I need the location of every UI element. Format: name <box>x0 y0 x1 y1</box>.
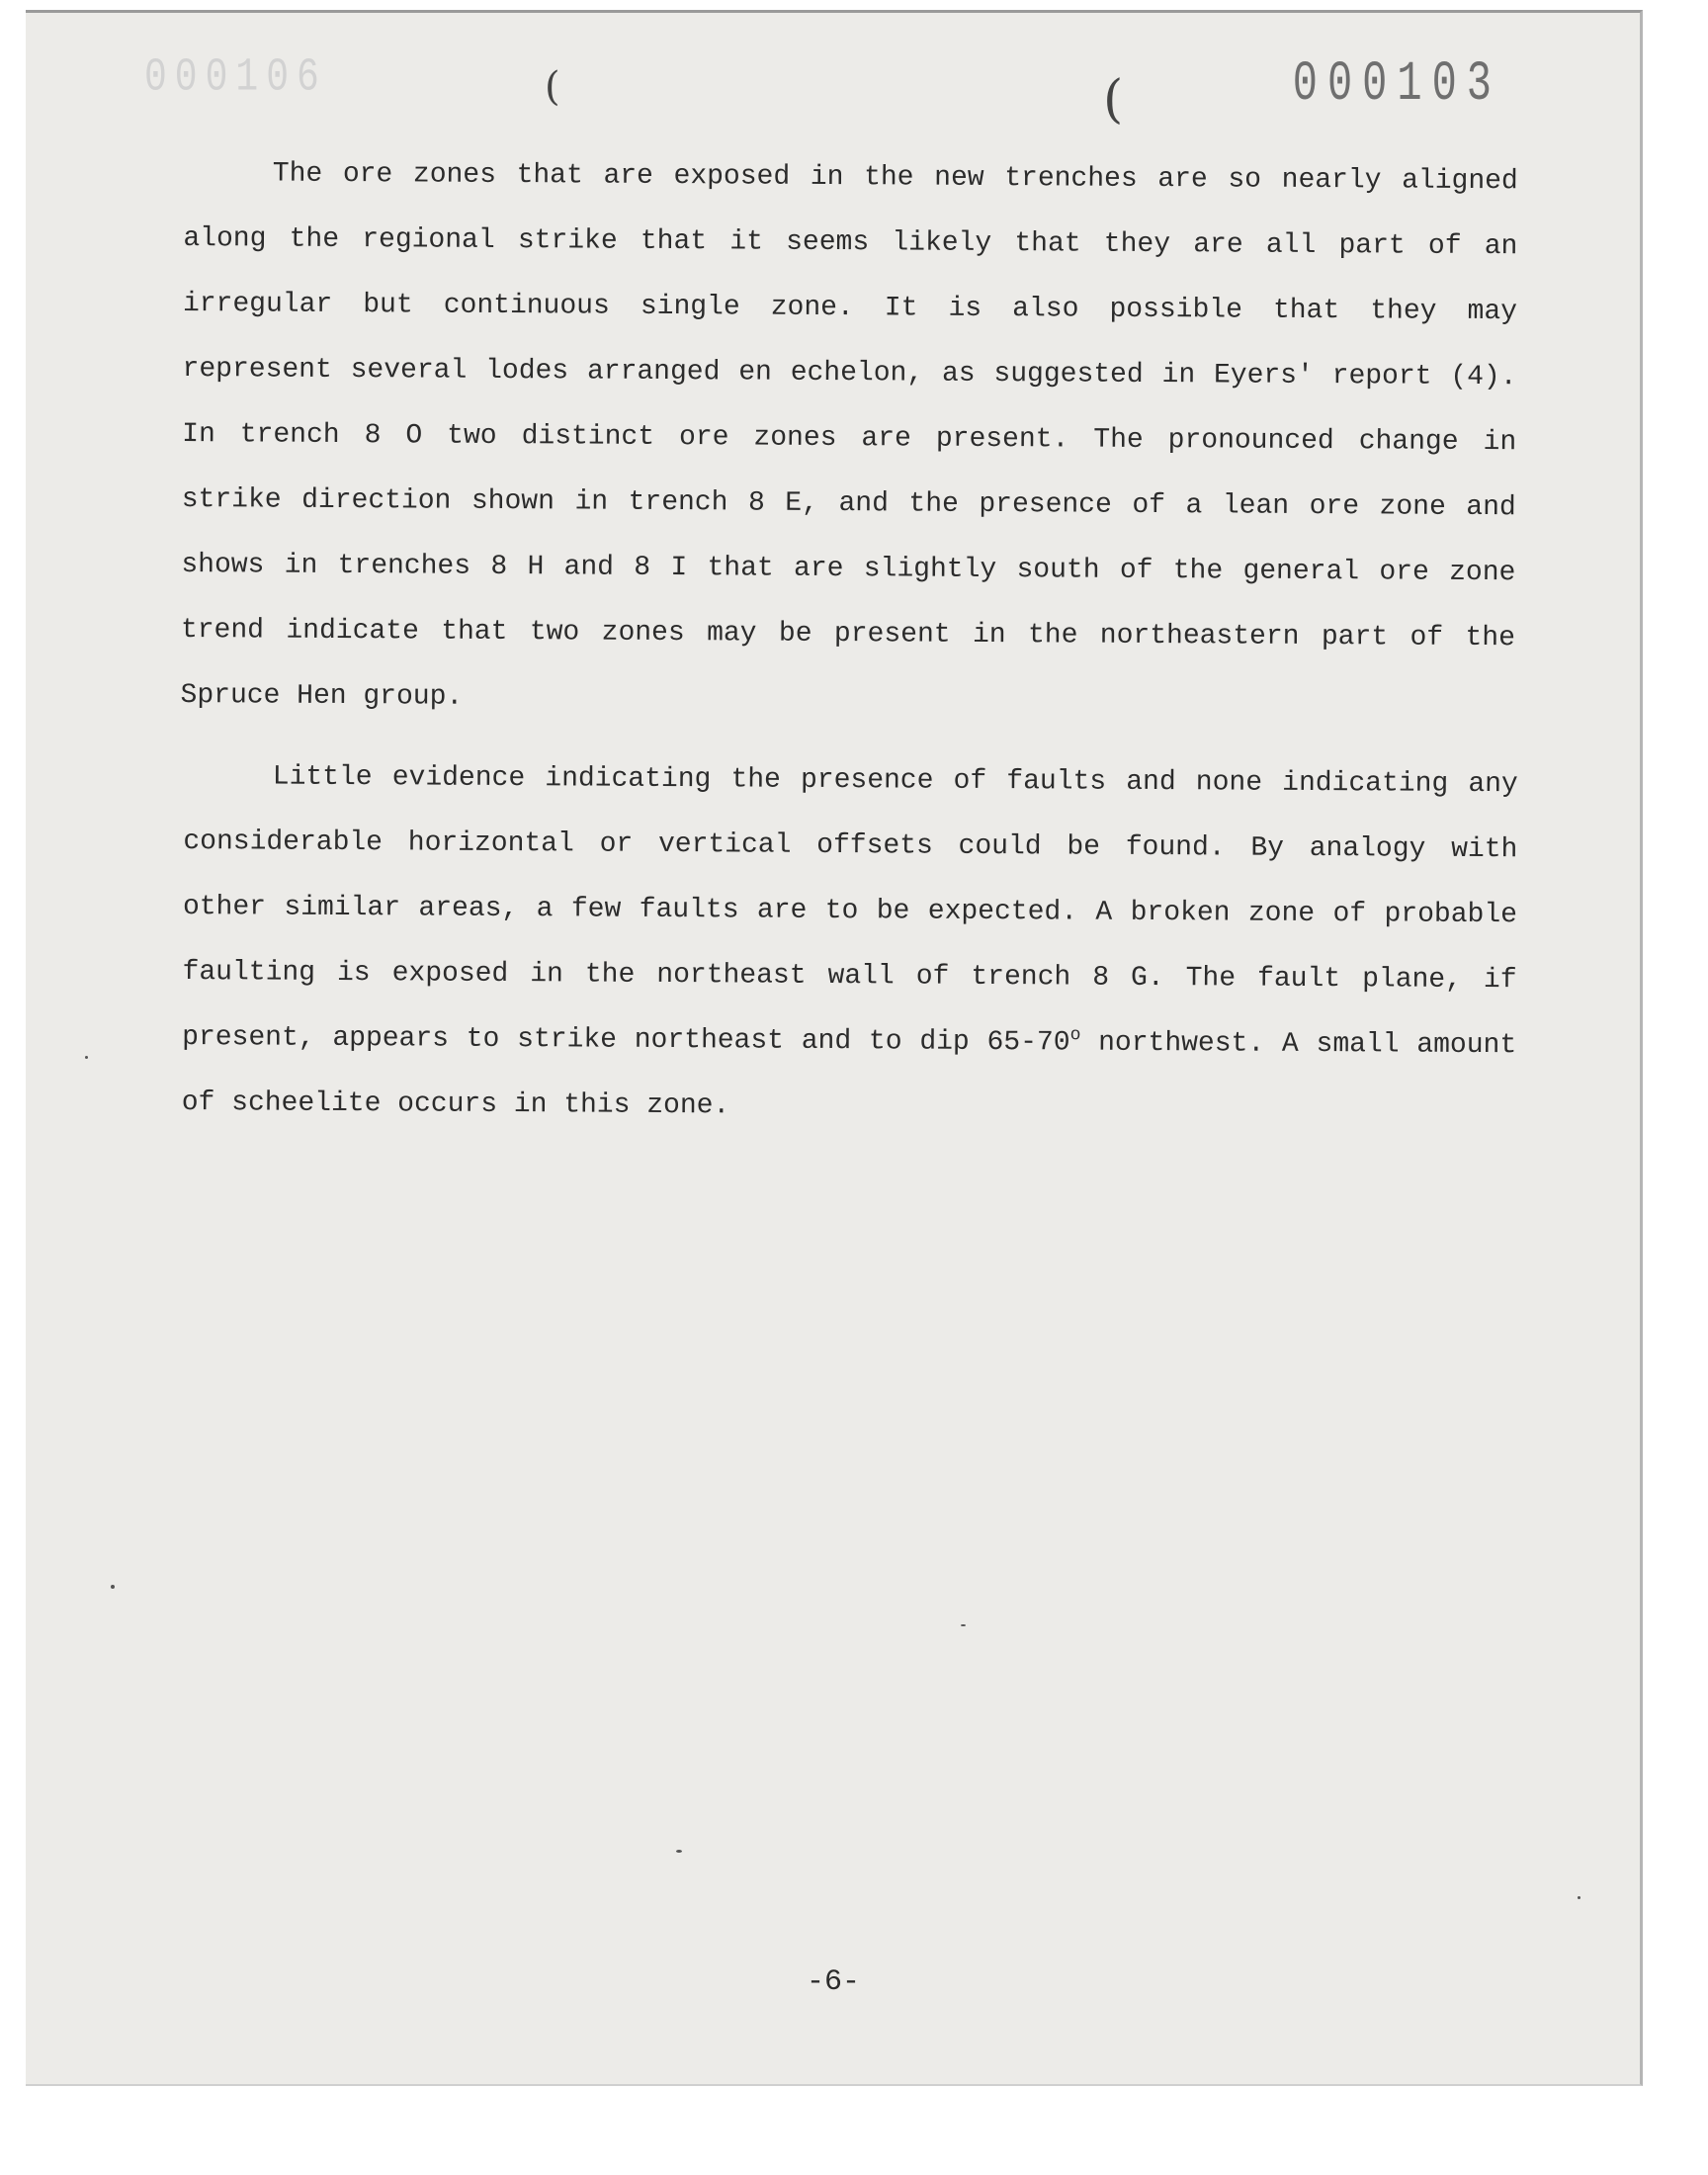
paragraph-ore-zones <box>180 141 1518 737</box>
paragraph-ore-zones-text: The ore zones that are exposed in the new trenches are so nearly aligned along the regional strike that it seems likely that they are all part of an irregular but continuous single zone. It is also possible that they may represent several lodes arranged en echelon, as suggested in Eyers' report (4). In trench 8 O two distinct ore zones are present. The pronounced change in strike direction shown in trench 8 E, and the presence of a lean ore zone and shows in trenches 8 H and 8 I that are slightly south of the general ore zone trend indicate that two zones may be present in the northeastern part of the Spruce Hen group. <box>180 158 1518 713</box>
page-number: -6- <box>807 1965 861 1999</box>
document-page <box>26 10 1643 2086</box>
page-stamp-number: 000103 <box>1292 51 1501 117</box>
paragraph-faults-text-b: northwest. A small amount of scheelite occurs in this zone. <box>181 1027 1517 1122</box>
paper-speck <box>111 1585 115 1589</box>
degree-sign: o <box>1069 1025 1081 1046</box>
punch-mark-right: ( <box>1103 70 1124 130</box>
paper-speck <box>676 1850 682 1853</box>
paragraph-faults <box>182 744 1518 1144</box>
paper-speck <box>85 1056 88 1059</box>
bleed-through-number: 000106 <box>144 50 327 105</box>
punch-mark-left: ( <box>545 64 560 110</box>
paper-speck <box>1578 1896 1580 1899</box>
paragraph-faults-text-a: Little evidence indicating the presence of faults and none indicating any considerable horizontal or vertical offsets could be found. By analogy with other similar areas, a few faults are to be expected. A broken zone of probable faulting is exposed in the northeast wall of trench 8 G. The fault plane, if present, appears to strike northeast and to dip 65-70 <box>182 761 1518 1059</box>
paper-speck <box>961 1624 966 1626</box>
